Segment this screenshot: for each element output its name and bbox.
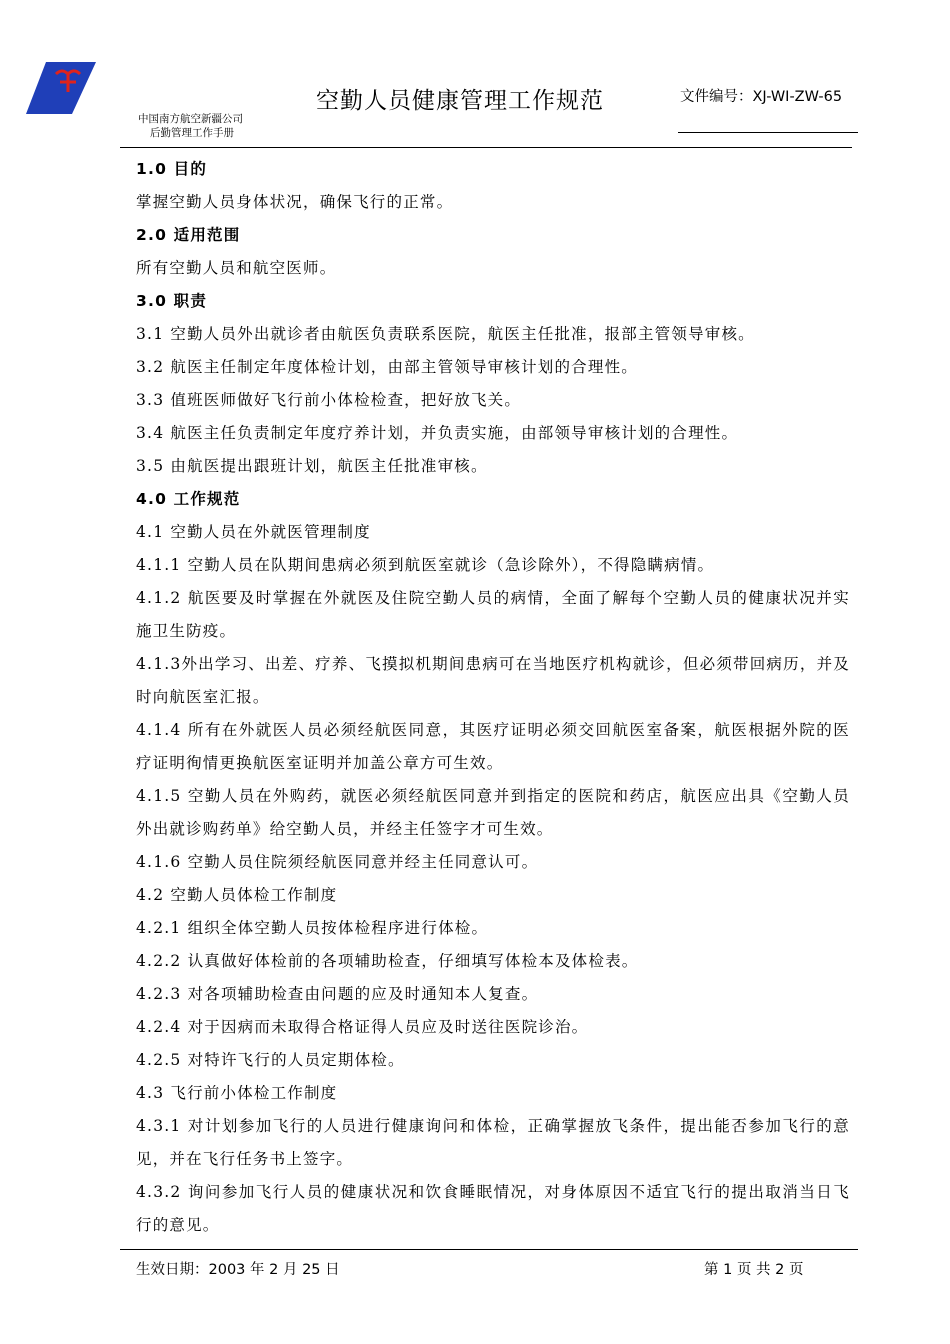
paragraph: 掌握空勤人员身体状况，确保飞行的正常。 — [136, 193, 454, 211]
page-number: 第 1 页 共 2 页 — [704, 1262, 804, 1278]
paragraph: 3.2 航医主任制定年度体检计划，由部主管领导审核计划的合理性。 — [136, 358, 638, 376]
section-heading: 2.0 适用范围 — [136, 226, 241, 244]
paragraph: 4.1.3外出学习、出差、疗养、飞摸拟机期间患病可在当地医疗机构就诊，但必须带回病历，并及时向航医室汇报。 — [136, 655, 850, 706]
paragraph: 4.1 空勤人员在外就医管理制度 — [136, 523, 371, 541]
paragraph: 4.1.5 空勤人员在外购药，就医必须经航医同意并到指定的医院和药店，航医应出具《空勤人员外出就诊购药单》给空勤人员，并经主任签字才可生效。 — [136, 787, 850, 838]
paragraph: 4.1.1 空勤人员在队期间患病必须到航医室就诊（急诊除外），不得隐瞒病情。 — [136, 556, 715, 574]
paragraph: 4.2.3 对各项辅助检查由问题的应及时通知本人复查。 — [136, 985, 539, 1003]
footer-divider — [120, 1249, 858, 1250]
paragraph: 4.1.2 航医要及时掌握在外就医及住院空勤人员的病情，全面了解每个空勤人员的健康状况并实施卫生防疫。 — [136, 589, 850, 640]
paragraph: 4.2.4 对于因病而未取得合格证得人员应及时送往医院诊治。 — [136, 1018, 589, 1036]
paragraph: 4.3 飞行前小体检工作制度 — [136, 1084, 338, 1102]
paragraph: 3.1 空勤人员外出就诊者由航医负责联系医院，航医主任批准，报部主管领导审核。 — [136, 325, 755, 343]
paragraph: 4.3.1 对计划参加飞行的人员进行健康询问和体检，正确掌握放飞条件，提出能否参加飞行的意见，并在飞行任务书上签字。 — [136, 1117, 850, 1168]
header-divider — [120, 147, 852, 148]
document-number: 文件编号：XJ-WI-ZW-65 — [680, 89, 843, 105]
effective-date: 生效日期：2003 年 2 月 25 日 — [136, 1262, 340, 1278]
paragraph: 3.3 值班医师做好飞行前小体检检查，把好放飞关。 — [136, 391, 522, 409]
document-number-underline — [678, 132, 858, 133]
paragraph: 4.2.2 认真做好体检前的各项辅助检查，仔细填写体检本及体检表。 — [136, 952, 639, 970]
paragraph: 4.1.6 空勤人员住院须经航医同意并经主任同意认可。 — [136, 853, 539, 871]
section-heading: 4.0 工作规范 — [136, 490, 241, 508]
company-line1: 中国南方航空新疆公司 — [138, 113, 243, 125]
paragraph: 4.1.4 所有在外就医人员必须经航医同意，其医疗证明必须交回航医室备案，航医根据外院的医疗证明徇情更换航医室证明并加盖公章方可生效。 — [136, 721, 850, 772]
document-title: 空勤人员健康管理工作规范 — [316, 88, 604, 114]
paragraph: 4.2.1 组织全体空勤人员按体检程序进行体检。 — [136, 919, 489, 937]
paragraph: 4.2 空勤人员体检工作制度 — [136, 886, 338, 904]
paragraph: 4.3.2 询问参加飞行人员的健康状况和饮食睡眠情况，对身体原因不适宜飞行的提出取消当日飞行的意见。 — [136, 1183, 850, 1234]
section-heading: 1.0 目的 — [136, 160, 208, 178]
company-line2: 后勤管理工作手册 — [150, 127, 234, 139]
paragraph: 所有空勤人员和航空医师。 — [136, 259, 337, 277]
company-name — [138, 112, 243, 140]
paragraph: 3.5 由航医提出跟班计划，航医主任批准审核。 — [136, 457, 488, 475]
paragraph: 3.4 航医主任负责制定年度疗养计划，并负责实施，由部领导审核计划的合理性。 — [136, 424, 739, 442]
paragraph: 4.2.5 对特许飞行的人员定期体检。 — [136, 1051, 405, 1069]
document-body — [136, 153, 850, 1242]
airline-logo — [26, 62, 98, 114]
section-heading: 3.0 职责 — [136, 292, 208, 310]
